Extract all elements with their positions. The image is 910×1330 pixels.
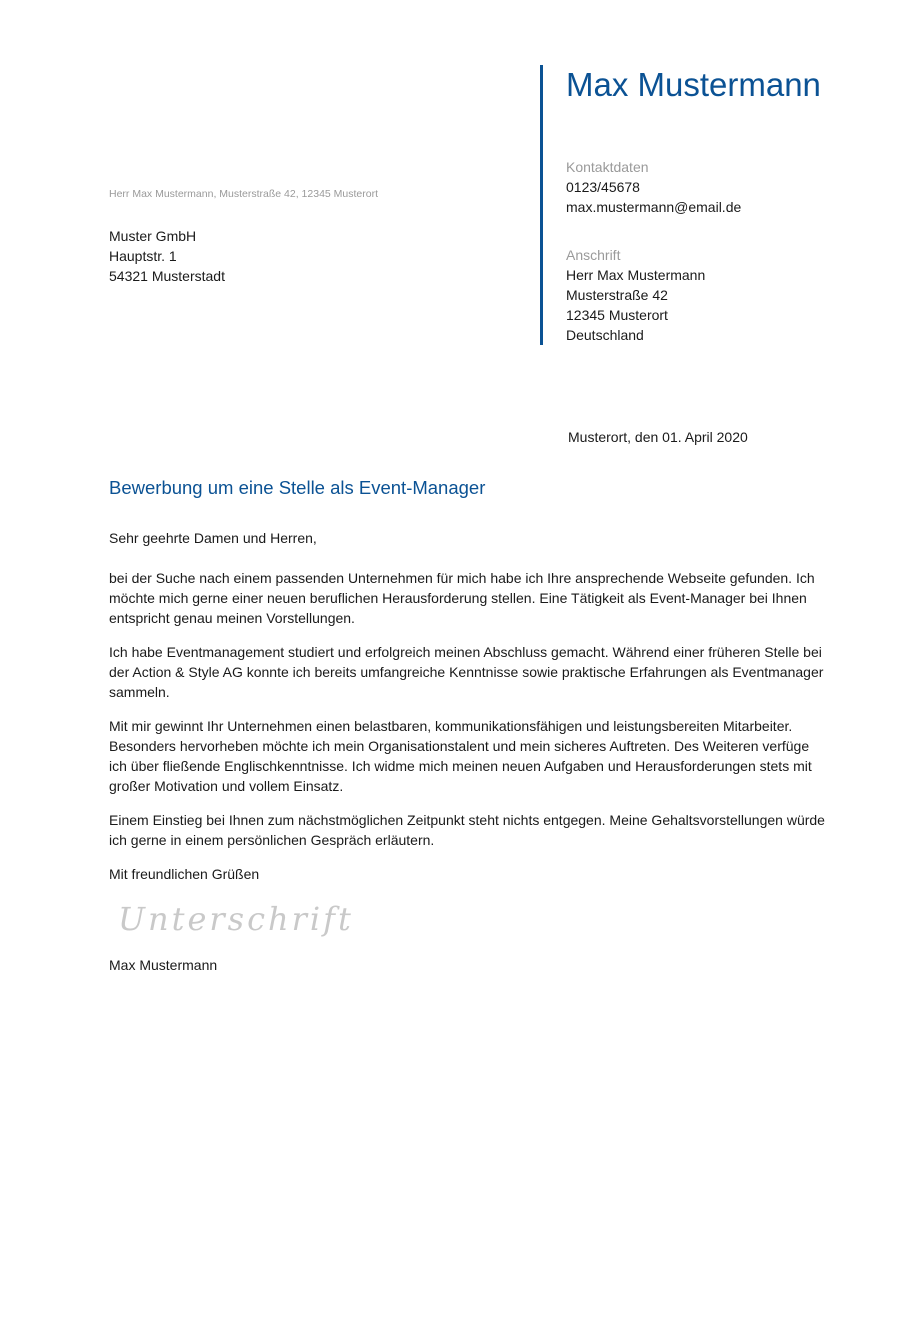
salutation: Sehr geehrte Damen und Herren, <box>109 530 317 546</box>
signer-name: Max Mustermann <box>109 957 218 973</box>
address-line: 12345 Musterort <box>566 307 668 323</box>
header-accent-bar <box>540 65 543 345</box>
recipient-line: Hauptstr. 1 <box>109 248 177 264</box>
address-line: Musterstraße 42 <box>566 287 668 303</box>
applicant-name-title: Max Mustermann <box>566 66 821 103</box>
contact-phone: 0123/45678 <box>566 179 640 195</box>
recipient-address <box>109 226 225 286</box>
contact-label: Kontaktdaten <box>566 159 649 175</box>
body-paragraph: Einem Einstieg bei Ihnen zum nächstmöglichen Zeitpunkt steht nichts entgegen. Meine Gehaltsvorstellungen würde ich gerne in einem persönlichen Gespräch erläutern. <box>109 812 825 848</box>
body-paragraph: Mit mir gewinnt Ihr Unternehmen einen belastbaren, kommunikationsfähigen und leistungsbereiten Mitarbeiter. Besonders hervorheben möchte ich mein Organisationstalent und mein sicheres Auftreten. Des Weiteren verfüge ich über fließende Englischkenntnisse. Ich widme mich meinen neuen Aufgaben und Herausforderungen stets mit großer Motivation und vollem Einsatz. <box>109 718 812 794</box>
recipient-line: Muster GmbH <box>109 228 197 244</box>
letter-date: Musterort, den 01. April 2020 <box>568 429 748 445</box>
contact-email: max.mustermann@email.de <box>566 199 742 215</box>
sender-return-line: Herr Max Mustermann, Musterstraße 42, 12345 Musterort <box>109 188 379 200</box>
address-line: Herr Max Mustermann <box>566 267 706 283</box>
body-paragraph: bei der Suche nach einem passenden Unternehmen für mich habe ich Ihre ansprechende Webseite gefunden. Ich möchte mich gerne einer neuen beruflichen Herausforderung stellen. Eine Tätigkeit als Event-Manager bei Ihnen entspricht genau meinen Vorstellungen. <box>109 570 815 626</box>
recipient-line: 54321 Musterstadt <box>109 268 225 284</box>
closing-greeting: Mit freundlichen Grüßen <box>109 866 260 882</box>
letter-subject: Bewerbung um eine Stelle als Event-Manager <box>109 477 486 498</box>
body-paragraph: Ich habe Eventmanagement studiert und erfolgreich meinen Abschluss gemacht. Während einer früheren Stelle bei der Action & Style AG konnte ich bereits umfangreiche Kenntnisse sowie praktische Erfahrungen als Eventmanager sammeln. <box>109 644 824 700</box>
signature-placeholder: Unterschrift <box>118 900 354 938</box>
address-line: Deutschland <box>566 327 644 343</box>
address-label: Anschrift <box>566 247 621 263</box>
